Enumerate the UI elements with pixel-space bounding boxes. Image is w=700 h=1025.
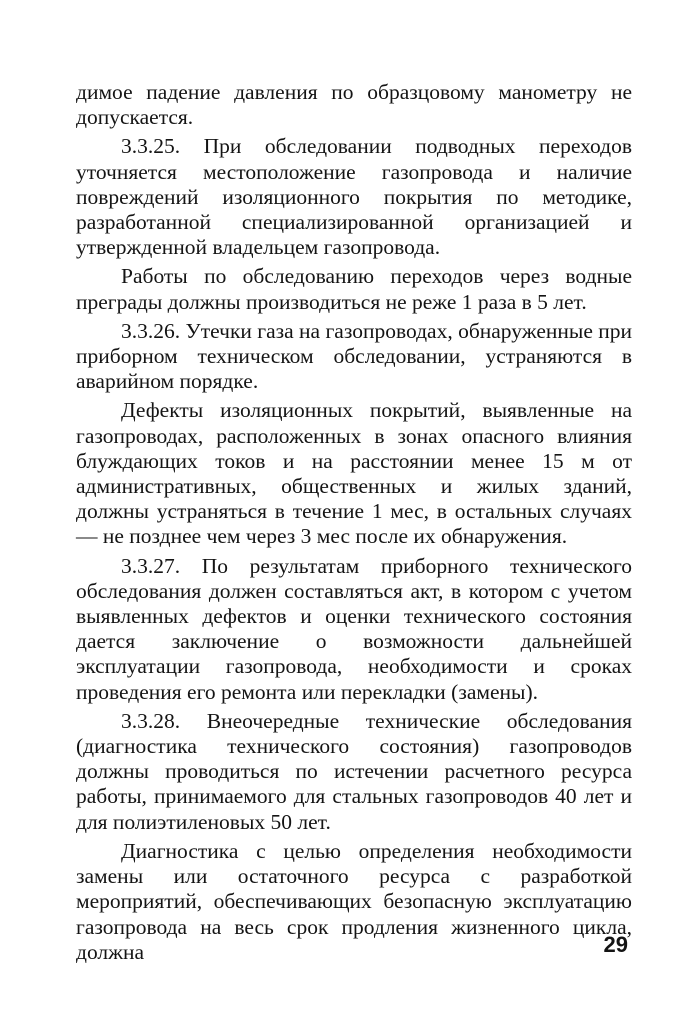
- paragraph-3-3-25: 3.3.25. При обследовании подводных переходов уточняется местоположение газопровода и наличие повреждений изоляционного покрытия по методике, разработанной специализированной организацией и утвержденной владельцем газопровода.: [76, 134, 632, 260]
- paragraph-3-3-27: 3.3.27. По результатам приборного технического обследования должен составляться акт, в котором с учетом выявленных дефектов и оценки технического состояния дается заключение о возможности дальнейшей эксплуатации газопровода, необходимости и сроках проведения его ремонта или перекладки (замены).: [76, 553, 632, 704]
- body-text: [76, 80, 632, 965]
- paragraph-3-3-26: 3.3.26. Утечки газа на газопроводах, обнаруженные при приборном техническом обследовании, устраняются в аварийном порядке.: [76, 318, 632, 394]
- paragraph-diagnostics: Диагностика с целью определения необходимости замены или остаточного ресурса с разработкой мероприятий, обеспечивающих безопасную эксплуатацию газопровода на весь срок продления жизненного цикла, должна: [76, 838, 632, 964]
- page-number: 29: [603, 932, 628, 957]
- paragraph-3-3-28: 3.3.28. Внеочередные технические обследования (диагностика технического состояния) газопроводов должны проводиться по истечении расчетного ресурса работы, принимаемого для стальных газопроводов 40 лет и для полиэтиленовых 50 лет.: [76, 708, 632, 834]
- paragraph-insulation-defects: Дефекты изоляционных покрытий, выявленные на газопроводах, расположенных в зонах опасного влияния блуждающих токов и на расстоянии менее 15 м от административных, общественных и жилых зданий, должны устраняться в течение 1 мес, в остальных случаях — не позднее чем через 3 мес после их обнаружения.: [76, 398, 632, 549]
- paragraph-crossings-frequency: Работы по обследованию переходов через водные преграды должны производиться не реже 1 раза в 5 лет.: [76, 264, 632, 314]
- paragraph-continuation: димое падение давления по образцовому манометру не допускается.: [76, 80, 632, 130]
